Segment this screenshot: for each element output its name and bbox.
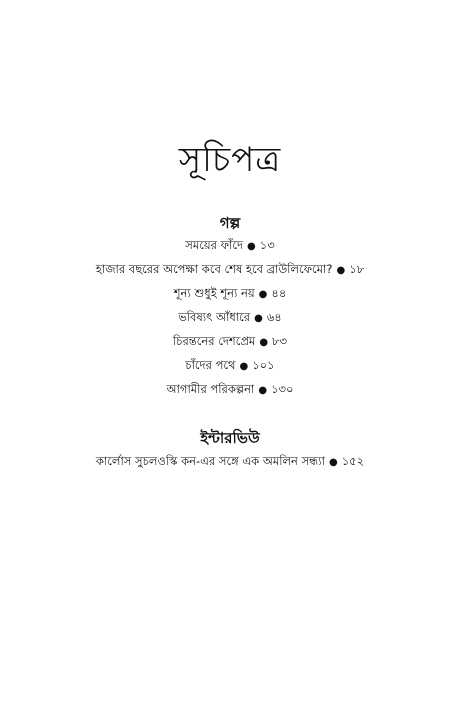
toc-entry-title: ভবিষ্যৎ আঁধারে xyxy=(178,310,251,324)
toc-entry xyxy=(0,236,460,256)
toc-entry xyxy=(0,380,460,400)
toc-entry xyxy=(0,452,460,472)
toc-entry xyxy=(0,260,460,280)
toc-entry-title: সময়ের ফাঁদে xyxy=(185,238,244,252)
toc-entry-page: ৮৩ xyxy=(272,334,287,348)
toc-entry xyxy=(0,308,460,328)
bullet-icon: ● xyxy=(259,337,269,348)
toc-entry-page: ১৫২ xyxy=(341,454,365,468)
toc-entry xyxy=(0,332,460,352)
toc-entry-page: ১৩ xyxy=(259,238,275,252)
toc-entry-title: কার্লোস সুচলওস্কি কন-এর সঙ্গে এক অমলিন সন্ধ্যা xyxy=(95,454,325,468)
toc-entry-page: ৪৪ xyxy=(271,286,287,300)
bullet-icon: ● xyxy=(328,457,338,468)
toc-entry xyxy=(0,284,460,304)
bullet-icon: ● xyxy=(254,313,263,324)
toc-entry-title: শূন্য শুধুই শূন্য নয় xyxy=(173,286,255,300)
bullet-icon: ● xyxy=(258,289,268,300)
toc-entry xyxy=(0,356,460,376)
toc-entry-title: চাঁদের পথে xyxy=(185,358,236,372)
bullet-icon: ● xyxy=(239,361,249,372)
toc-entry-page: ১০১ xyxy=(252,358,275,372)
section-heading-interview: ইন্টারভিউ xyxy=(200,429,260,447)
toc-entry-page: ১৮ xyxy=(349,262,365,276)
page-title: সূচিপত্র xyxy=(178,140,282,180)
toc-entry-title: আগামীর পরিকল্পনা xyxy=(166,382,255,396)
toc-entry-title: চিরন্তনের দেশপ্রেম xyxy=(172,334,256,348)
toc-entry-title: হাজার বছরের অপেক্ষা কবে শেষ হবে ব্রাউলিফেমো? xyxy=(95,262,333,276)
section-heading-stories: গল্প xyxy=(219,214,241,232)
bullet-icon: ● xyxy=(336,265,346,276)
bullet-icon: ● xyxy=(247,241,256,252)
toc-entry-page: ৬৪ xyxy=(266,310,282,324)
bullet-icon: ● xyxy=(258,385,268,396)
toc-entry-page: ১৩০ xyxy=(271,382,294,396)
